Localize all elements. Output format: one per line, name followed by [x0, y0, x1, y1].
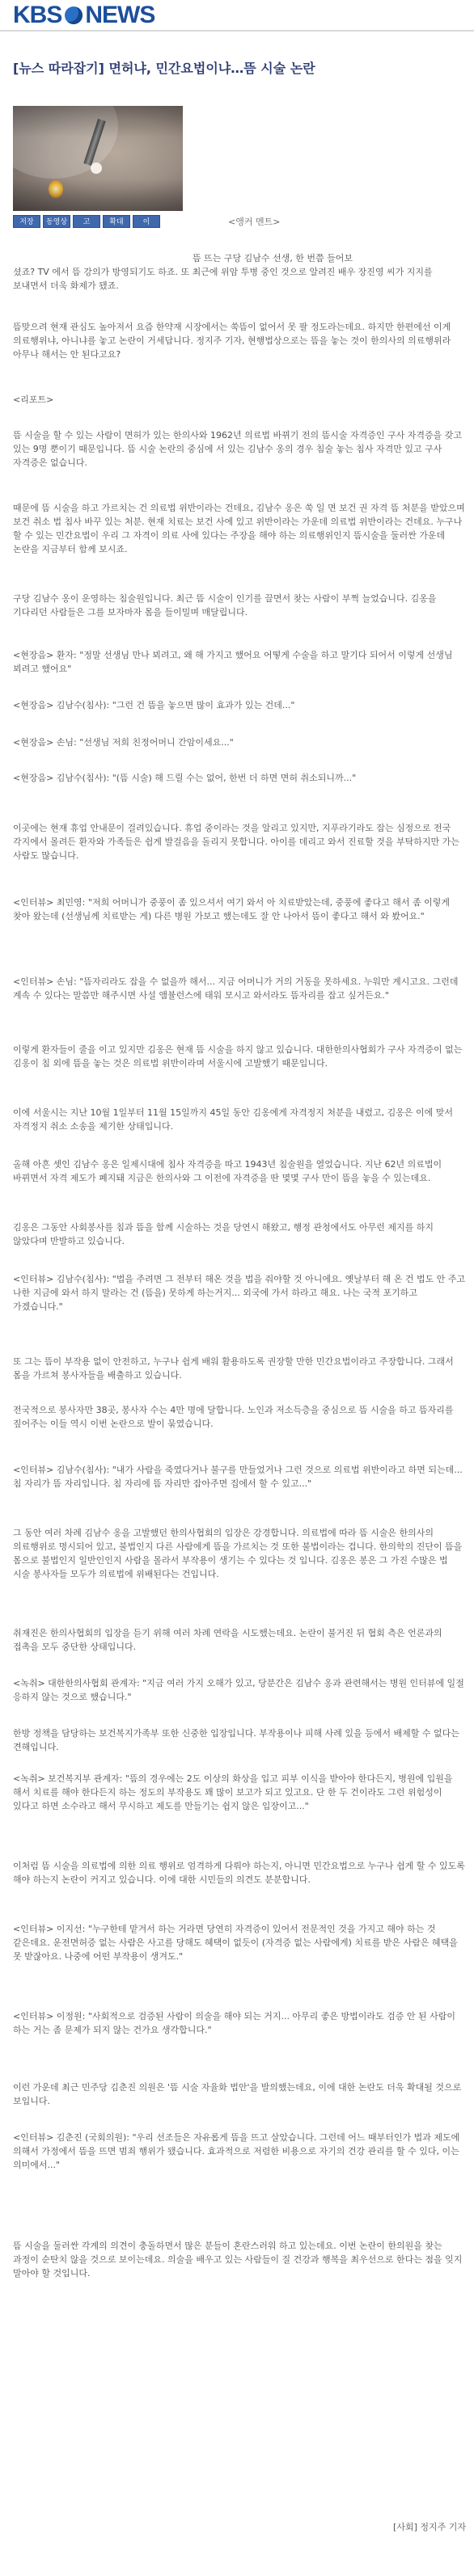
report-label: <리포트>: [13, 394, 54, 405]
article-paragraph: 이렇게 환자들이 줄을 이고 있지만 김옹은 현재 뜸 시술을 하지 않고 있습니다. 대한한의사협회가 구사 자격증이 없는 김옹이 침 외에 뜸을 놓는 것은 의료법 위반이라며 서울시에 고발했기 때문입니다.: [13, 1044, 463, 1069]
media-button-video[interactable]: 동영상: [43, 215, 70, 228]
article-byline: [사회] 정지주 기자: [393, 2522, 466, 2532]
media-button-email[interactable]: 이: [133, 215, 160, 228]
article-quote: <녹취> 대한한의사협회 관계자: "지금 여러 가지 오해가 있고, 당분간은 김남수 옹과 관련해서는 병원 인터뷰에 일절 응하지 않는 것으로 했습니다.": [13, 1678, 464, 1702]
article-quote: <현장음> 손님: "선생님 저희 친정어머니 간암이세요...": [13, 737, 234, 748]
kbs-news-logo[interactable]: [13, 2, 154, 28]
media-button-save[interactable]: 저장: [13, 215, 40, 228]
article-quote: <인터뷰> 최민영: "저희 어머니가 중풍이 좀 있으셔서 여기 와서 아 치료받았는데, 중풍에 좋다고 해서 좀 이렇게 찾아 왔는데 (선생님께 치료받는 게) 다른 병원 가보고 했는데도 잘 안 나아서 뜸이 좋다고 해서 와 봤어요.": [13, 897, 451, 921]
media-button-hq[interactable]: 고: [73, 215, 100, 228]
header-divider: [0, 30, 474, 32]
article-paragraph: 한방 정책을 담당하는 보건복지가족부 또한 신중한 입장입니다. 부작용이나 피해 사례 있을 등에서 배제할 수 없다는 견해입니다.: [13, 1728, 459, 1752]
site-header: [0, 0, 474, 29]
article-quote: <인터뷰> 김남수(침사): "내가 사람을 죽였다거나 불구를 만들었거나 그런 것으로 의료법 위반이라고 하면 되는데... 침 자리가 뜸 자리입니다. 침 자리에 뜸 자리만 잡아주면 집에서 할 수 있고...": [13, 1465, 463, 1489]
article-paragraph: 이런 가운데 최근 민주당 김춘진 의원은 '뜸 시술 자율화 법안'을 발의했는데요, 이에 대한 논란도 더욱 확대될 것으로 보입니다.: [13, 2082, 462, 2106]
media-button-bar: [13, 215, 183, 228]
logo-kbs-text: KBS: [13, 2, 62, 28]
article-paragraph: 이곳에는 현재 휴업 안내문이 걸려있습니다. 휴업 중이라는 것을 알리고 있지만, 지푸라기라도 잡는 심정으로 전국 각지에서 몰려든 환자와 가족들은 쉽게 발걸음을 돌리지 못합니다. 아이를 데리고 와서 진료할 것을 부탁하지만 가는 사람도 많습니다.: [13, 823, 459, 861]
media-button-enlarge[interactable]: 확대: [103, 215, 130, 228]
article-quote: <현장음> 김남수(침사): "그런 건 뜸을 놓으면 많이 효과가 있는 건데...": [13, 700, 295, 710]
article-paragraph: 전국적으로 봉사자만 38곳, 봉사자 수는 4만 명에 달합니다. 노인과 저소득층을 중심으로 뜸 시술을 하고 뜸자리를 짚어주는 이들 역시 이번 논란으로 발이 묶였습니다.: [13, 1405, 454, 1429]
article-paragraph: 뜸맞으려 현재 관심도 높아져서 요즘 한약재 시장에서는 쑥뜸이 없어서 못 팔 정도라는데요. 하지만 한편에선 이게 의료행위냐, 아니냐를 놓고 논란이 거세답니다. 정지주 기자, 현행법상으로는 뜸을 놓는 것이 한의사의 의료행위라 아무나 해서는 안 된다고요?: [13, 322, 451, 360]
article-quote: <인터뷰> 김춘진 (국회의원): "우리 선조들은 자유롭게 뜸을 뜨고 살았습니다. 그런데 어느 때부터인가 법과 제도에 의해서 가정에서 뜸을 뜨면 범죄 행위가 됐습니다. 효과적으로 저렴한 비용으로 자기의 건강 관리를 할 수 있다, 이는 의미에서...": [13, 2132, 460, 2170]
kbs-globe-icon: [65, 6, 83, 24]
logo-news-text: NEWS: [85, 2, 155, 28]
article-paragraph: 또 그는 뜸이 부작용 없이 안전하고, 누구나 쉽게 배워 활용하도록 권장할 만한 민간요법이라고 주장합니다. 그래서 몸을 가르쳐 봉사자들을 배출하고 있습니다.: [13, 1356, 454, 1381]
article-paragraph: 그 동안 여러 차례 김남수 옹을 고발했던 한의사협회의 입장은 강경합니다. 의료법에 따라 뜸 시술은 한의사의 의료행위로 명시되어 있고, 불법인지 다른 사람에게 뜸을 가르치는 것 또한 불법이라는 겁니다. 한의학의 진단이 뜸을 몸으로 불법인지 일반인인지 사람을 몰라서 부작용이 생기는 수 있다는 것 입니다. 김옹은 봉은 그 가진 수많은 법 시술 봉사자들 모두가 의료법에 위배된다는 건입니다.: [13, 1528, 463, 1579]
article-quote: <현장음> 김남수(침사): "(뜸 시술) 해 드릴 수는 없어, 한번 더 하면 면허 취소되니까...": [13, 773, 357, 783]
article-paragraph: 뜸 시술을 둘러싼 각계의 의견이 충돌하면서 많은 분들이 혼란스러워 하고 있는데요. 이번 논란이 한의원을 찾는 과정이 순탄치 않을 것으로 보이는데요. 의술을 배우고 있는 사람들이 질 건강과 행복을 최우선으로 한다는 점을 잊지 말아야 할 것입니다.: [13, 2241, 463, 2279]
article-paragraph: 올해 아흔 셋인 김남수 옹은 일제시대에 침사 자격증을 따고 1943년 침술원을 열었습니다. 지난 62년 의료법이 바뀌면서 자격 제도가 폐지돼 지금은 한의사와 그 이전에 자격증을 딴 몇몇 구사 만이 뜸을 놓을 수 있는데요.: [13, 1159, 442, 1183]
article-paragraph: 구당 김남수 옹이 운영하는 침술원입니다. 최근 뜸 시술이 인기를 끌면서 찾는 사람이 부쩍 늘었습니다. 김옹을 기다리던 사람들은 그를 보자마자 몸을 들이밀며 매달립니다.: [13, 593, 437, 618]
article-quote: <인터뷰> 이지선: "누구한테 맡겨서 하는 거라면 당연히 자격증이 있어서 전문적인 것을 가지고 해야 하는 것 같은데요. 운전면허증 없는 사람은 사고를 당해도 혜택이 없듯이 (자격증 없는 사람에게) 치료를 받은 사람은 혜택을 못 받잖아요. 나중에 어떤 부작용이 생겨도.": [13, 1924, 458, 1962]
article-quote: <현장음> 환자: "정말 선생님 만나 뵈려고, 왜 해 가지고 했어요 어떻게 수술을 하고 말기다 되어서 이렇게 선생님 뵈려고 했어요": [13, 650, 453, 674]
article-paragraph: 셨죠? TV 에서 뜸 강의가 방영되기도 하죠. 또 최근에 위암 투병 중인 것으로 알려진 배우 장진영 씨가 지지를 보내면서 더욱 화제가 됐죠.: [13, 267, 433, 291]
article-quote: <인터뷰> 이정원: "사회적으로 검증된 사람이 의술을 해야 되는 거지... 아무리 좋은 방법이라도 검증 안 된 사람이 하는 거는 좀 문제가 되지 않는 건가요 생각합니다.": [13, 2011, 456, 2035]
article-video-figure: [13, 106, 183, 228]
article-paragraph-lead: 뜸 뜨는 구당 김남수 선생, 한 번쯤 들어보: [193, 253, 353, 264]
article-title: [뉴스 따라잡기] 면허냐, 민간요법이냐…뜸 시술 논란: [13, 61, 315, 76]
article-quote: <녹취> 보건복지부 관계자: "뜸의 경우에는 2도 이상의 화상을 입고 피부 이식을 받아야 한다든지, 병원에 입원을 해서 치료를 해야 한다든지 하는 정도의 부작용도 꽤 많이 보고가 되고 있고요. 단 한 두 건이라도 그런 위험성이 있다고 하면 소수라고 해서 무시하고 제도를 만들기는 쉽지 않은 입장이고...": [13, 1773, 453, 1811]
thumbnail-vignette: [13, 106, 183, 211]
article-paragraph: 이에 서울시는 지난 10월 1일부터 11월 15일까지 45일 동안 김옹에게 자격정지 처분을 내렸고, 김옹은 이에 맞서 자격정지 취소 소송을 제기한 상태입니다.: [13, 1107, 453, 1132]
article-paragraph: 이처럼 뜸 시술을 의료법에 의한 의료 행위로 엄격하게 다뤄야 하는지, 아니면 민간요법으로 누구나 쉽게 할 수 있도록 해야 하는지 논란이 커지고 있습니다. 이에 대한 시민들의 의견도 분분합니다.: [13, 1861, 465, 1885]
article-paragraph: 뜸 시술을 할 수 있는 사람이 면허가 있는 한의사와 1962년 의료법 바뀌기 전의 뜸시술 자격증인 구사 자격증을 갖고 있는 9명 뿐이기 때문입니다. 뜸 시술 논란의 중심에 서 있는 김남수 옹의 경우 침술 놓는 침사 자격만 있고 구사 자격증은 없습니다.: [13, 430, 462, 468]
anchor-caption: <앵커 멘트>: [228, 217, 281, 227]
video-thumbnail[interactable]: [13, 106, 183, 211]
article-quote: <인터뷰> 손님: "뜸자리라도 잡을 수 없을까 해서... 지금 어머니가 거의 거동을 못하세요. 누워만 계시고요. 그런데 계속 수 있다는 말씀만 해주시면 사설 앰뷸런스에 태워 모시고 와서라도 뜸자리를 잡고 싶거든요.": [13, 976, 459, 1001]
article-paragraph: 김옹은 그동안 사회봉사를 침과 뜸을 함께 시술하는 것을 당연시 해왔고, 행정 관청에서도 아무런 제지를 하지 않았다며 반발하고 있습니다.: [13, 1222, 434, 1246]
article-paragraph: 때문에 뜸 시술을 하고 가르치는 건 의료법 위반이라는 건데요, 김남수 옹은 쑥 일 면 보건 권 자격 뜸 처분을 받았으며 보건 취소 법 침사 바꾸 있는 처분. 현재 치료는 보건 사에 있고 위반이라는 가운데 의료법 위반이라는 건데요. 누구나 할 수 있는 민간요법이 우리 그 자격이 의료 사에 있다는 주장을 해야 하는 의료행위인지 뜸시술을 둘러싼 가운데 논란을 지금부터 함께 보시죠.: [13, 503, 465, 554]
article-quote: <인터뷰> 김남수(침사): "법을 주려면 그 전부터 해온 것을 법을 줘야할 것 아니에요. 옛날부터 해 온 건 법도 안 주고 나한 지금에 와서 하지 말라는 건 (뜸을) 못하게 하는거지... 외국에 가서 하라고 해요. 나는 국적 포기하고 가겠습니다.": [13, 1274, 466, 1312]
article-paragraph: 취재진은 한의사협회의 입장을 듣기 위해 여러 차례 연락을 시도했는데요. 논란이 불거진 뒤 협회 측은 언론과의 접촉을 모두 중단한 상태입니다.: [13, 1628, 442, 1652]
